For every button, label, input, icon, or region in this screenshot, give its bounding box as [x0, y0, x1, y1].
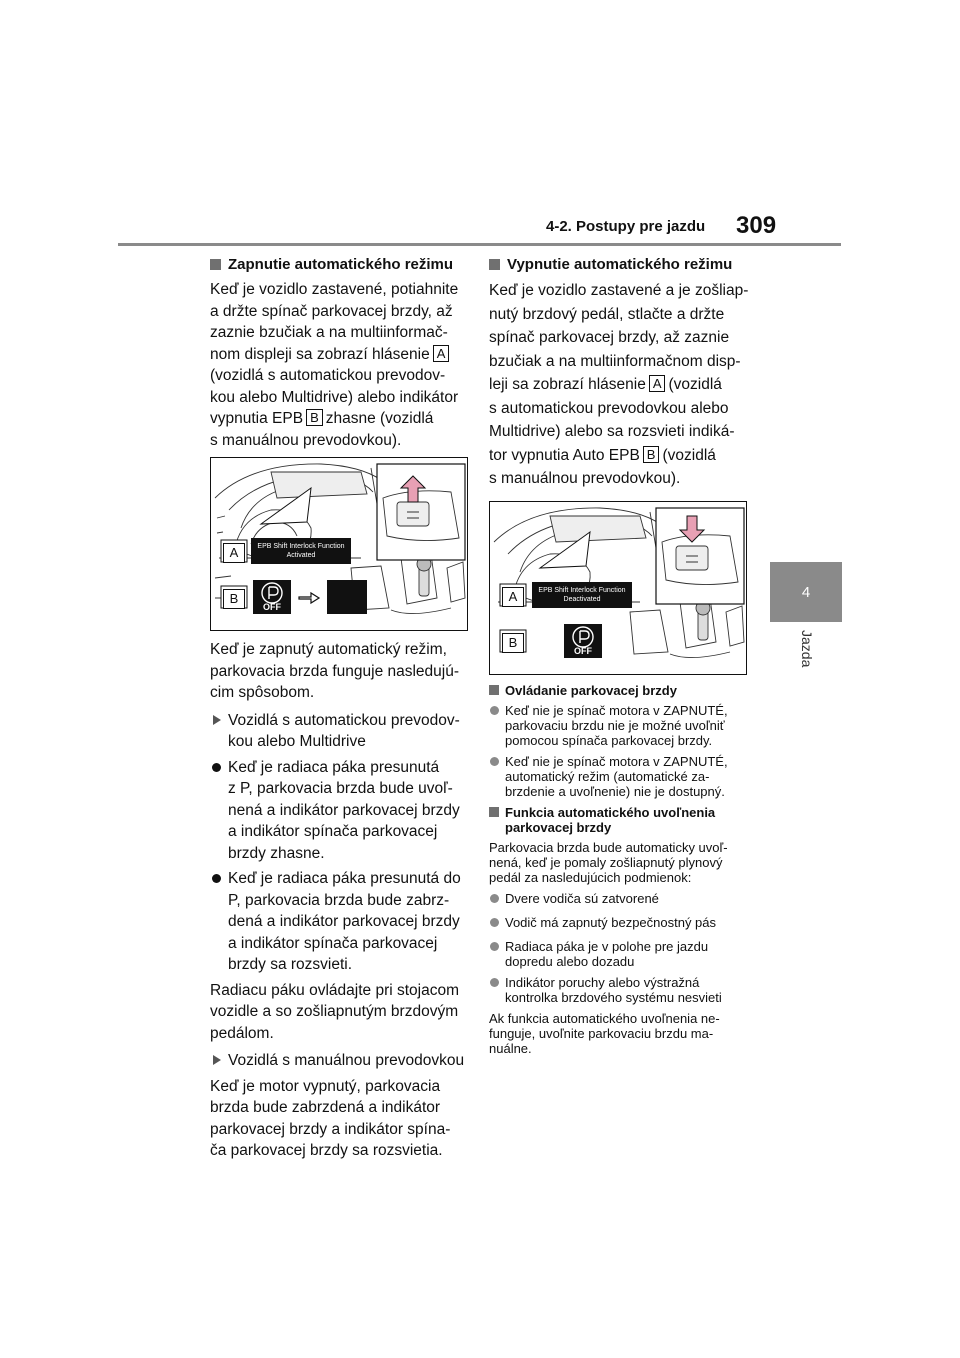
- right-column: [489, 256, 751, 1062]
- epb-message-deactivated: EPB Shift Interlock Function Deactivated: [532, 582, 632, 608]
- dot-bullet-icon: [490, 942, 499, 951]
- figure-callout-b: B: [223, 589, 245, 609]
- shift-operation-note: Radiacu páku ovládajte pri stojacom vozidle a so zošliapnutým brzdovým pedálom.: [210, 981, 459, 1042]
- figure-epb-deactivated: [489, 501, 747, 675]
- heading-disable-auto: Vypnutie automatického režimu: [489, 256, 751, 273]
- control-item-2: Keď nie je spínač motora v ZAPNUTÉ, automatický režim (automatické za- brzdenie a uvoľnenie) nie je dostupný.: [489, 754, 751, 799]
- page-number: 309: [736, 212, 777, 239]
- chapter-tab: 4: [770, 562, 842, 622]
- heading-enable-auto: Zapnutie automatického režimu: [210, 256, 468, 273]
- auto-release-intro: Parkovacia brzda bude automaticky uvoľ- nená, keď je pomaly zošliapnutý plynový pedál za nasledujúcich podmienok:: [489, 839, 728, 885]
- auto-mode-description: Keď je zapnutý automatický režim, parkovacia brzda funguje nasledujú- cim spôsobom.: [210, 641, 460, 701]
- epb-off-label: OFF: [574, 645, 592, 656]
- manual-release-note: Ak funkcia automatického uvoľnenia ne- funguje, uvoľnite parkovaciu brzdu ma- nuálne.: [489, 1010, 720, 1056]
- dot-bullet-icon: [490, 918, 499, 927]
- dot-bullet-icon: [212, 874, 221, 883]
- callout-b-box: B: [306, 409, 323, 426]
- section-title: 4-2. Postupy pre jazdu: [546, 218, 706, 235]
- epb-off-label: OFF: [263, 602, 281, 612]
- chapter-label: Jazda: [799, 630, 815, 668]
- triangle-bullet-icon: [213, 715, 221, 725]
- control-item-1: Keď nie je spínač motora v ZAPNUTÉ, parkovaciu brzdu nie je možné uvoľniť pomocou spínača parkovacej brzdy.: [489, 703, 751, 748]
- figure-epb-activated: [210, 457, 468, 631]
- condition-item-1: Dvere vodiča sú zatvorené: [489, 891, 751, 906]
- disable-instructions: Keď je vozidlo zastavené a je zošliap- nutý brzdový pedál, stlačte a držte spínač parkovacej brzdy, až zaznie bzučiak a na multiinformačnom disp- leji sa zobrazí hlásenie A (vozidlá s automatickou prevodovkou alebo Multidrive) alebo sa rozsvieti indiká- tor vypnutia Auto EPB B (vozidlá s manuálnou prevodovkou).: [489, 282, 749, 487]
- list-item-shift-into-p: Keď je radiaca páka presunutá do P, parkovacia brzda bude zabrz- dená a indikátor parkovacej brzdy a indikátor spínača parkovacej brzdy sa rozsvieti.: [210, 868, 468, 976]
- figure-callout-a: A: [223, 543, 245, 563]
- dot-bullet-icon: [490, 757, 499, 766]
- callout-a-box: A: [433, 345, 450, 362]
- square-bullet-icon: [210, 259, 221, 270]
- condition-item-3: Radiaca páka je v polohe pre jazdu dopredu alebo dozadu: [489, 939, 751, 969]
- header-rule: [118, 243, 841, 246]
- callout-a-box: A: [649, 375, 666, 392]
- dot-bullet-icon: [212, 763, 221, 772]
- triangle-bullet-icon: [213, 1055, 221, 1065]
- list-item-manual: Vozidlá s manuálnou prevodovkou: [210, 1050, 468, 1072]
- square-bullet-icon: [489, 685, 499, 695]
- square-bullet-icon: [489, 807, 499, 817]
- manual-description: Keď je motor vypnutý, parkovacia brzda bude zabrzdená a indikátor parkovacej brzdy a indikátor spína- ča parkovacej brzdy sa rozsvietia.: [210, 1077, 451, 1159]
- dot-bullet-icon: [490, 978, 499, 987]
- left-column: [210, 256, 468, 1166]
- square-bullet-icon: [489, 259, 500, 270]
- dot-bullet-icon: [490, 706, 499, 715]
- heading-brake-control: Ovládanie parkovacej brzdy: [489, 683, 751, 698]
- condition-item-2: Vodič má zapnutý bezpečnostný pás: [489, 915, 751, 930]
- dot-bullet-icon: [490, 894, 499, 903]
- enable-instructions: Keď je vozidlo zastavené, potiahnite a držte spínač parkovacej brzdy, až zaznie bzučiak a na multiinformač- nom displeji sa zobrazí hlásenie A (vozidlá s automatickou prevodov- kou alebo Multidrive) alebo indikátor vypnutia EPB B zhasne (vozidlá s manuálnou prevodovkou).: [210, 281, 459, 449]
- epb-message-activated: EPB Shift Interlock Function Activated: [251, 538, 351, 564]
- heading-auto-release: Funkcia automatického uvoľnenia parkovacej brzdy: [489, 805, 751, 835]
- list-item-shift-out-of-p: Keď je radiaca páka presunutá z P, parkovacia brzda bude uvoľ- nená a indikátor parkovacej brzdy a indikátor spínača parkovacej brzdy zhasne.: [210, 757, 468, 865]
- figure-callout-a: A: [502, 587, 524, 607]
- callout-b-box: B: [643, 446, 660, 463]
- list-item-automatic: Vozidlá s automatickou prevodov- kou alebo Multidrive: [210, 710, 468, 753]
- condition-item-4: Indikátor poruchy alebo výstražná kontrolka brzdového systému nesvieti: [489, 975, 751, 1005]
- figure-callout-b: B: [502, 633, 524, 653]
